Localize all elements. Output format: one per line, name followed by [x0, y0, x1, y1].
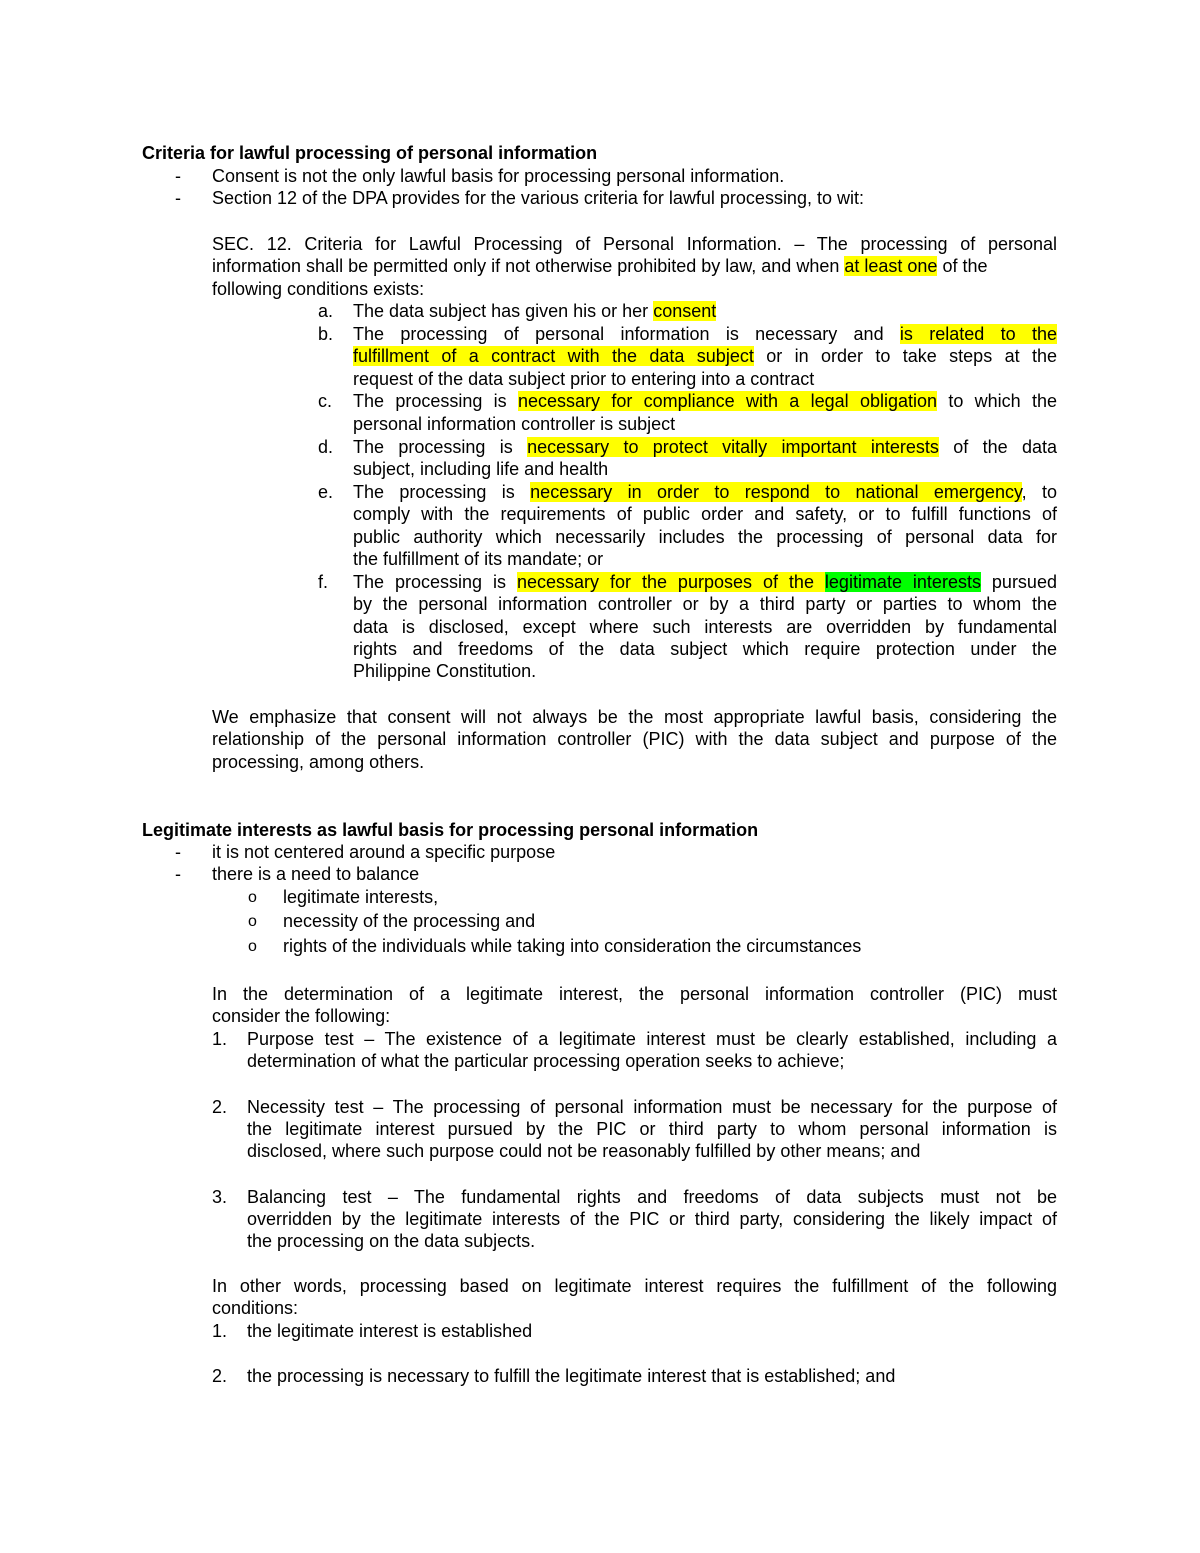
sub-bullet-text: rights of the individuals while taking into consideration the circumstances: [283, 936, 862, 956]
item-marker: c.: [318, 391, 333, 411]
section-heading-criteria: Criteria for lawful processing of personal information: [142, 143, 598, 163]
item-e: the fulfillment of its mandate; or: [353, 549, 604, 569]
sec12-line: SEC. 12. Criteria for Lawful Processing of Personal Information. – The processing of personal: [212, 234, 1057, 254]
necessity-test: disclosed, where such purpose could not be reasonably fulfilled by other means; and: [247, 1141, 921, 1161]
sub-bullet-text: necessity of the processing and: [283, 911, 536, 931]
condition-item: the processing is necessary to fulfill the legitimate interest that is established; and: [247, 1366, 896, 1386]
sec12-line: following conditions exists:: [212, 279, 425, 299]
emphasis-paragraph: relationship of the personal information controller (PIC) with the data subject and purpose of the: [212, 729, 1057, 749]
item-f: Philippine Constitution.: [353, 661, 537, 681]
purpose-test: determination of what the particular processing operation seeks to achieve;: [247, 1051, 845, 1071]
condition-number: 1.: [212, 1321, 228, 1341]
bullet-text: there is a need to balance: [212, 864, 420, 884]
item-marker: b.: [318, 324, 334, 344]
determination-paragraph: In the determination of a legitimate interest, the personal information controller (PIC) must: [212, 984, 1057, 1004]
highlight-at-least-one: at least one: [844, 256, 938, 276]
bullet-text: it is not centered around a specific purpose: [212, 842, 556, 862]
bullet-text: Section 12 of the DPA provides for the various criteria for lawful processing, to wit:: [212, 188, 864, 208]
other-words-paragraph: conditions:: [212, 1298, 299, 1318]
highlight-vital-interests: necessary to protect vitally important interests: [527, 437, 939, 457]
item-marker: e.: [318, 482, 334, 502]
item-e: comply with the requirements of public order and safety, or to fulfill functions of: [353, 504, 1057, 524]
sub-bullet-circle: o: [248, 913, 257, 930]
condition-number: 2.: [212, 1366, 228, 1386]
highlight-contract: is related to the: [899, 324, 1057, 344]
test-number: 2.: [212, 1097, 228, 1117]
item-f: The processing is necessary for the purposes of the legitimate interests pursued: [353, 572, 1057, 592]
highlight-purposes: necessary for the purposes of the: [516, 572, 825, 592]
sub-bullet-circle: o: [248, 889, 257, 906]
emphasis-paragraph: processing, among others.: [212, 752, 425, 772]
determination-paragraph: consider the following:: [212, 1006, 391, 1026]
necessity-test: the legitimate interest pursued by the PIC or third party to whom personal information is: [247, 1119, 1057, 1139]
condition-item: the legitimate interest is established: [247, 1321, 533, 1341]
item-a: The data subject has given his or her consent: [353, 301, 717, 321]
bullet-text: Consent is not the only lawful basis for processing personal information.: [212, 166, 785, 186]
item-c: personal information controller is subject: [353, 414, 676, 434]
item-b: request of the data subject prior to entering into a contract: [353, 369, 815, 389]
balancing-test: the processing on the data subjects.: [247, 1231, 536, 1251]
item-e: public authority which necessarily includes the processing of personal data for: [353, 527, 1057, 547]
bullet-dash: -: [175, 188, 181, 208]
section-heading-legitimate-interests: Legitimate interests as lawful basis for processing personal information: [142, 820, 759, 840]
highlight-consent: consent: [653, 301, 717, 321]
item-marker: d.: [318, 437, 334, 457]
item-f: by the personal information controller or by a third party or parties to whom the: [353, 594, 1057, 614]
highlight-legal-obligation: necessary for compliance with a legal obligation: [517, 391, 938, 411]
sub-bullet-circle: o: [248, 938, 257, 955]
test-number: 1.: [212, 1029, 228, 1049]
emphasis-paragraph: We emphasize that consent will not always be the most appropriate lawful basis, considering the: [212, 707, 1057, 727]
test-number: 3.: [212, 1187, 228, 1207]
balancing-test: Balancing test – The fundamental rights and freedoms of data subjects must not be: [247, 1187, 1057, 1207]
item-marker: a.: [318, 301, 334, 321]
highlight-contract: fulfillment of a contract with the data subject: [353, 346, 754, 366]
item-e: The processing is necessary in order to respond to national emergency, to: [353, 482, 1058, 502]
highlight-national-emergency: necessary in order to respond to national emergency: [530, 482, 1022, 502]
sec12-line: information shall be permitted only if not otherwise prohibited by law, and when at least one of the: [212, 256, 988, 276]
item-marker: f.: [318, 572, 329, 592]
balancing-test: overridden by the legitimate interests of the PIC or third party, considering the likely impact of: [247, 1209, 1057, 1229]
purpose-test: Purpose test – The existence of a legitimate interest must be clearly established, including a: [247, 1029, 1057, 1049]
item-b: fulfillment of a contract with the data subject or in order to take steps at the: [353, 346, 1057, 366]
other-words-paragraph: In other words, processing based on legitimate interest requires the fulfillment of the following: [212, 1276, 1057, 1296]
item-f: rights and freedoms of the data subject which require protection under the: [353, 639, 1057, 659]
bullet-dash: -: [175, 842, 181, 862]
bullet-dash: -: [175, 166, 181, 186]
necessity-test: Necessity test – The processing of personal information must be necessary for the purpose of: [247, 1097, 1057, 1117]
item-d: subject, including life and health: [353, 459, 609, 479]
item-d: The processing is necessary to protect vitally important interests of the data: [353, 437, 1057, 457]
highlight-legitimate-interests: legitimate interests: [824, 572, 981, 592]
bullet-dash: -: [175, 864, 181, 884]
item-b: The processing of personal information is necessary and is related to the: [353, 324, 1057, 344]
item-f: data is disclosed, except where such interests are overridden by fundamental: [353, 617, 1057, 637]
sub-bullet-text: legitimate interests,: [283, 887, 439, 907]
item-c: The processing is necessary for compliance with a legal obligation to which the: [353, 391, 1057, 411]
